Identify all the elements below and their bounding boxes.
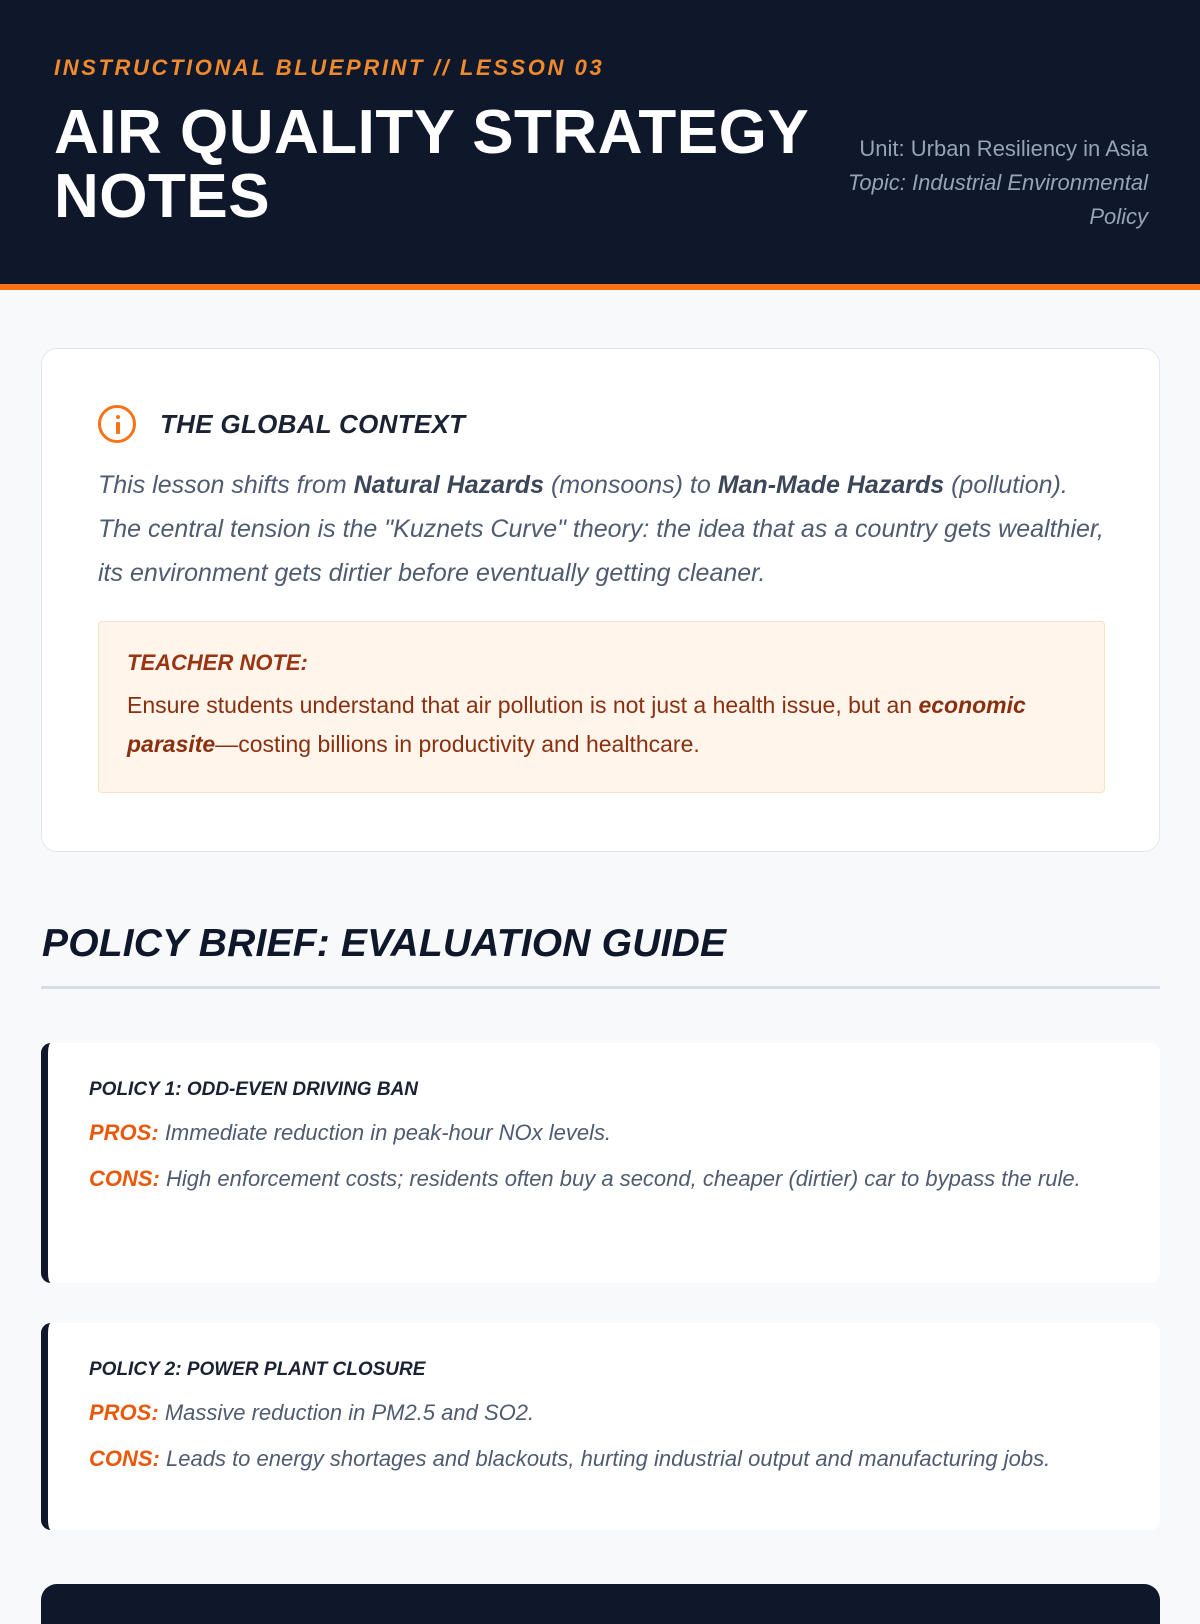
policy-cons xyxy=(89,1442,1112,1475)
context-text: (pollution). The central tension is the "Kuznets Curve" theory: the idea that as a country gets wealthier, its environment gets dirtier before eventually getting cleaner. xyxy=(98,471,1104,587)
context-heading xyxy=(98,405,1105,443)
pros-label: PROS: xyxy=(89,1120,159,1145)
cons-label: CONS: xyxy=(89,1446,160,1471)
global-context-card xyxy=(41,348,1160,852)
context-text: (monsoons) to xyxy=(544,471,718,499)
lesson-eyebrow: INSTRUCTIONAL BLUEPRINT // LESSON 03 xyxy=(54,55,605,80)
context-emphasis: Man-Made Hazards xyxy=(717,471,945,499)
unit-label: Unit: Urban Resiliency in Asia xyxy=(859,136,1148,161)
policy-pros xyxy=(89,1116,1112,1149)
pros-text: Immediate reduction in peak-hour NOx levels. xyxy=(164,1120,612,1145)
policy-pros xyxy=(89,1396,1112,1429)
note-text: Ensure students understand that air pollution is not just a health issue, but an xyxy=(127,692,919,718)
policy-title: POLICY 1: ODD-EVEN DRIVING BAN xyxy=(89,1079,419,1100)
teacher-note xyxy=(98,621,1105,793)
section-divider xyxy=(41,986,1160,989)
context-emphasis: Natural Hazards xyxy=(353,471,544,499)
section-title: POLICY BRIEF: EVALUATION GUIDE xyxy=(42,922,727,965)
context-body xyxy=(98,463,1105,595)
note-emphasis: economic parasite xyxy=(127,692,1026,757)
policy-card xyxy=(41,1323,1160,1530)
pros-label: PROS: xyxy=(89,1400,159,1425)
cons-text: High enforcement costs; residents often buy a second, cheaper (dirtier) car to bypass the rule. xyxy=(166,1166,1081,1191)
policy-cons xyxy=(89,1162,1112,1195)
topic-label: Topic: Industrial Environmental Policy xyxy=(847,170,1148,229)
context-text: This lesson shifts from xyxy=(98,471,354,499)
context-title: THE GLOBAL CONTEXT xyxy=(160,408,466,439)
pros-text: Massive reduction in PM2.5 and SO2. xyxy=(164,1400,535,1425)
teacher-note-label: TEACHER NOTE: xyxy=(127,650,308,675)
info-icon xyxy=(98,405,136,443)
page-title: AIR QUALITY STRATEGY NOTES xyxy=(54,98,809,231)
policy-card xyxy=(41,1043,1160,1283)
next-section-card xyxy=(41,1584,1160,1624)
lesson-meta xyxy=(808,132,1148,234)
page-header xyxy=(0,0,1200,290)
cons-text: Leads to energy shortages and blackouts, hurting industrial output and manufacturing jobs. xyxy=(166,1446,1051,1471)
policy-title: POLICY 2: POWER PLANT CLOSURE xyxy=(89,1359,426,1380)
cons-label: CONS: xyxy=(89,1166,160,1191)
teacher-note-text xyxy=(127,686,1076,764)
note-text: —costing billions in productivity and healthcare. xyxy=(215,731,700,757)
